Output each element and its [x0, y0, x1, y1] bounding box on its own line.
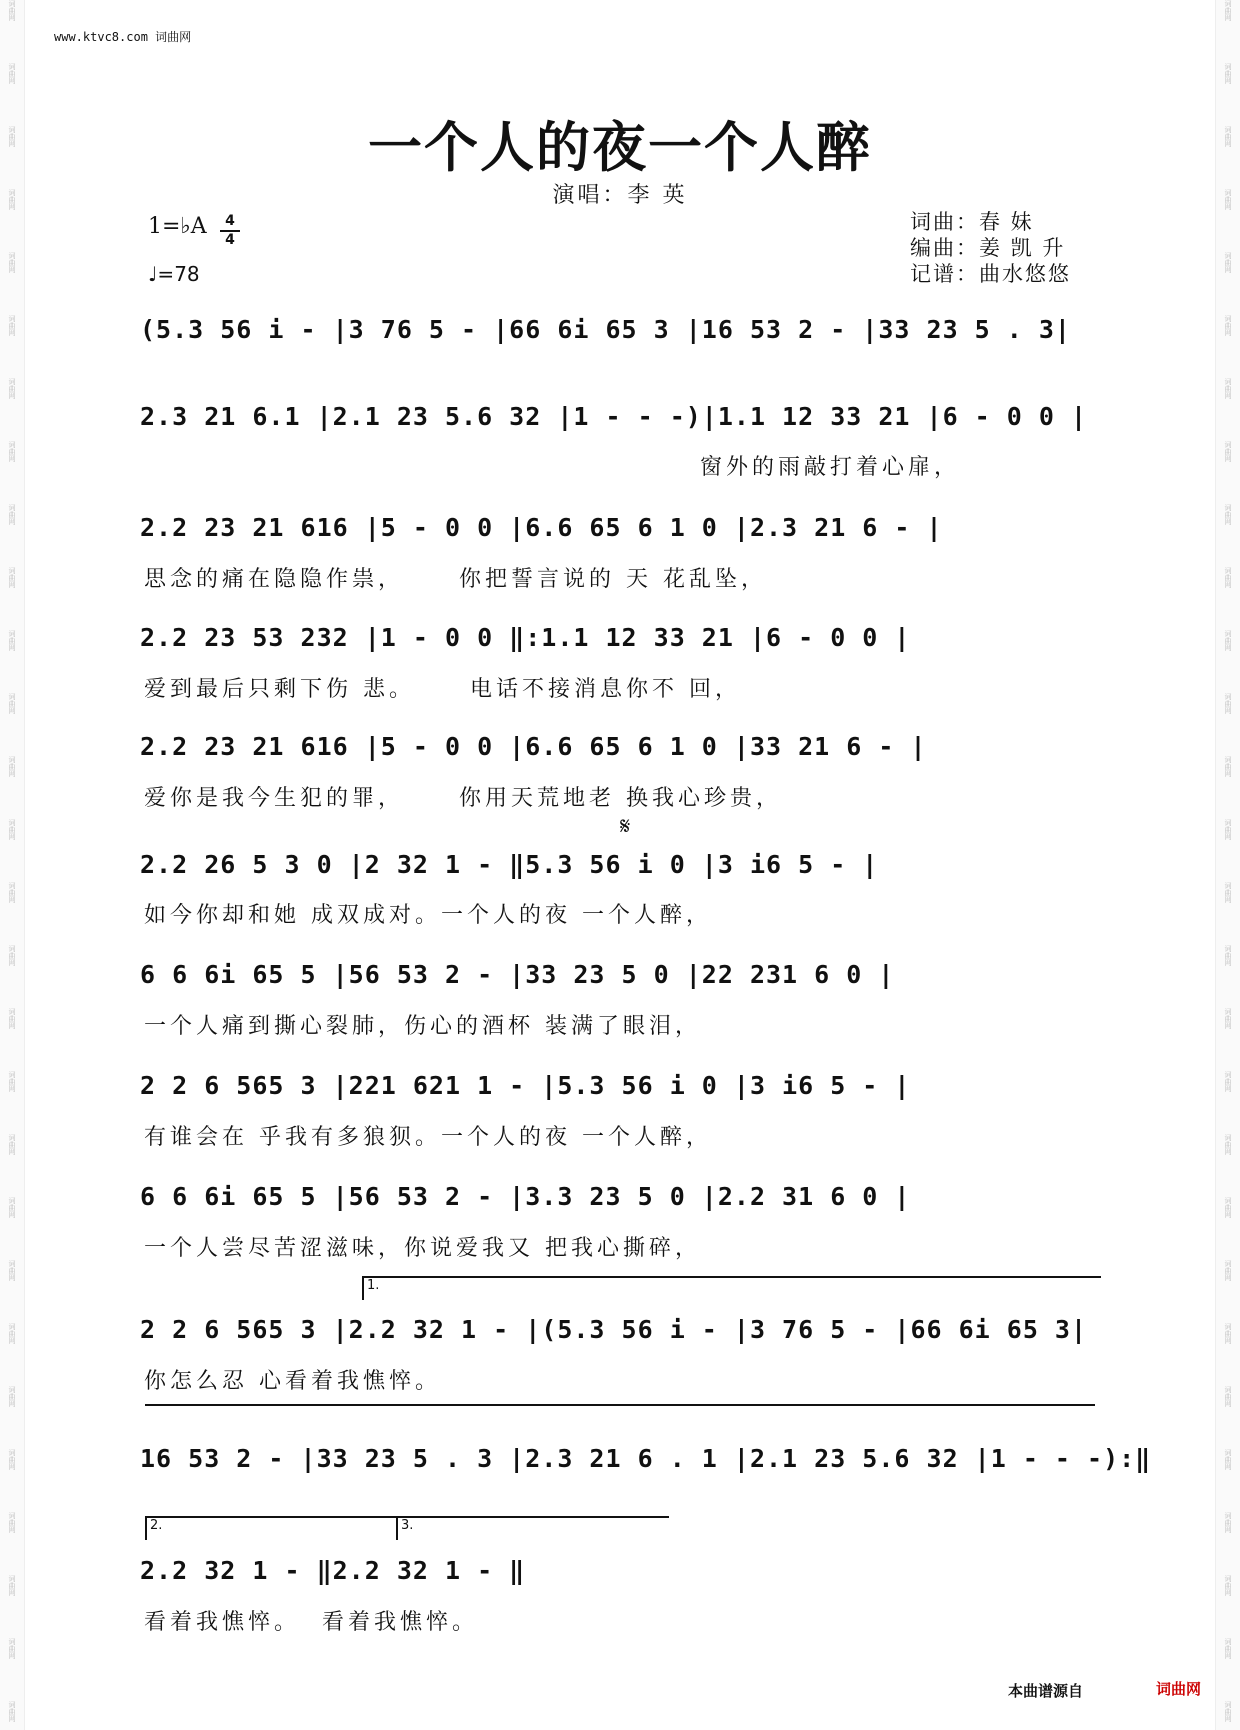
watermark-text: 词曲网: [1224, 1449, 1232, 1470]
watermark-text: 词曲网: [8, 252, 16, 273]
watermark-text: 词曲网: [1224, 189, 1232, 210]
lyric-line: 有谁会在 乎我有多狼狈。一个人的夜 一个人醉，: [144, 1125, 712, 1150]
watermark-text: 词曲网: [8, 63, 16, 84]
lyric-line: 如今你却和她 成双成对。一个人的夜 一个人醉，: [144, 903, 712, 928]
watermark-text: 词曲网: [8, 1512, 16, 1533]
watermark-text: 词曲网: [1224, 630, 1232, 651]
watermark-text: 词曲网: [1224, 1323, 1232, 1344]
key-signature: 1=♭A: [148, 214, 207, 239]
watermark-text: 词曲网: [1224, 0, 1232, 21]
credit-arranger: 编曲：姜 凯 升: [910, 236, 1066, 260]
lyric-line: 一个人尝尽苦涩滋味，你说爱我又 把我心撕碎，: [144, 1236, 701, 1261]
watermark-text: 词曲网: [1224, 315, 1232, 336]
watermark-text: 词曲网: [1224, 756, 1232, 777]
watermark-text: 词曲网: [1224, 1512, 1232, 1533]
tempo: ♩=78: [148, 262, 200, 286]
watermark-text: 词曲网: [8, 756, 16, 777]
time-sig-bottom: 4: [225, 232, 235, 248]
watermark-text: 词曲网: [1224, 63, 1232, 84]
volta-bracket-2: 2.: [145, 1516, 398, 1540]
notation-line: 6 6 6i 65 5 |56 53 2 - |3.3 23 5 0 |2.2 31 6 0 |: [140, 1182, 911, 1211]
notation-line: 6 6 6i 65 5 |56 53 2 - |33 23 5 0 |22 231 6 0 |: [140, 960, 895, 989]
footer-source-label: 本曲谱源自: [1008, 1682, 1084, 1700]
watermark-text: 词曲网: [8, 1197, 16, 1218]
watermark-text: 词曲网: [8, 1323, 16, 1344]
watermark-text: 词曲网: [8, 1575, 16, 1596]
watermark-text: 词曲网: [8, 126, 16, 147]
lyric-line: 爱到最后只剩下伤 悲。 电话不接消息你不 回，: [144, 677, 741, 702]
volta-bracket-3: 3.: [396, 1516, 669, 1540]
notation-line: 2.3 21 6.1 |2.1 23 5.6 32 |1 - - -)|1.1 12 33 21 |6 - 0 0 |: [140, 402, 1088, 431]
segno-sign: 𝄋: [620, 812, 631, 840]
watermark-text: 词曲网: [1224, 126, 1232, 147]
watermark-text: 词曲网: [1224, 1638, 1232, 1659]
watermark-text: 词曲网: [8, 1638, 16, 1659]
watermark-text: 词曲网: [1224, 1197, 1232, 1218]
site-header[interactable]: www.ktvc8.com 词曲网: [54, 30, 192, 44]
left-watermark-strip: [0, 0, 25, 1730]
watermark-text: 词曲网: [1224, 1071, 1232, 1092]
notation-line: 2.2 26 5 3 0 |2 32 1 - ‖5.3 56 i 0 |3 i6 5 - |: [140, 850, 879, 879]
watermark-text: 词曲网: [1224, 567, 1232, 588]
watermark-text: 词曲网: [1224, 504, 1232, 525]
notation-line: 16 53 2 - |33 23 5 . 3 |2.3 21 6 . 1 |2.1 23 5.6 32 |1 - - -):‖: [140, 1444, 1152, 1473]
watermark-text: 词曲网: [1224, 441, 1232, 462]
credits: [910, 209, 1071, 287]
notation-line: 2 2 6 565 3 |2.2 32 1 - |(5.3 56 i - |3 76 5 - |66 6i 65 3|: [140, 1315, 1088, 1344]
singer: 演唱：李 英: [552, 183, 688, 208]
watermark-text: 词曲网: [8, 567, 16, 588]
notation-line: 2.2 23 53 232 |1 - 0 0 ‖:1.1 12 33 21 |6 - 0 0 |: [140, 623, 911, 652]
right-watermark-strip: [1215, 0, 1240, 1730]
song-title: 一个人的夜一个人醉: [368, 115, 872, 179]
credit-lyrics-music: 词曲：春 妹: [910, 210, 1034, 234]
lyric-line: 窗外的雨敲打着心扉，: [700, 455, 961, 480]
watermark-text: 词曲网: [8, 693, 16, 714]
notation-line: (5.3 56 i - |3 76 5 - |66 6i 65 3 |16 53 2 - |33 23 5 . 3|: [140, 315, 1071, 344]
watermark-text: 词曲网: [8, 504, 16, 525]
watermark-text: 词曲网: [1224, 252, 1232, 273]
watermark-text: 词曲网: [8, 1701, 16, 1722]
watermark-text: 词曲网: [8, 1386, 16, 1407]
lyric-line: 看着我憔悴。 看着我憔悴。: [144, 1610, 478, 1635]
watermark-text: 词曲网: [8, 819, 16, 840]
watermark-text: 词曲网: [1224, 1701, 1232, 1722]
credit-transcriber: 记谱：曲水悠悠: [910, 262, 1071, 286]
watermark-text: 词曲网: [1224, 1008, 1232, 1029]
notation-line: 2.2 23 21 616 |5 - 0 0 |6.6 65 6 1 0 |2.3 21 6 - |: [140, 513, 943, 542]
volta-bracket-1: 1.: [362, 1276, 1101, 1300]
watermark-text: 词曲网: [8, 1449, 16, 1470]
lyric-line: 爱你是我今生犯的罪， 你用天荒地老 换我心珍贵，: [144, 786, 782, 811]
lyric-line: 一个人痛到撕心裂肺，伤心的酒杯 装满了眼泪，: [144, 1014, 701, 1039]
lyric-line: 你怎么忍 心看着我憔悴。: [144, 1369, 441, 1394]
notation-line: 2.2 32 1 - ‖2.2 32 1 - ‖: [140, 1556, 526, 1585]
watermark-text: 词曲网: [1224, 1134, 1232, 1155]
watermark-text: 词曲网: [1224, 1575, 1232, 1596]
time-sig-top: 4: [225, 213, 235, 229]
volta-continuation: [145, 1404, 1095, 1406]
watermark-text: 词曲网: [1224, 693, 1232, 714]
watermark-text: 词曲网: [8, 1071, 16, 1092]
notation-line: 2.2 23 21 616 |5 - 0 0 |6.6 65 6 1 0 |33 21 6 - |: [140, 732, 927, 761]
watermark-text: 词曲网: [8, 1008, 16, 1029]
watermark-text: 词曲网: [8, 882, 16, 903]
watermark-text: 词曲网: [8, 945, 16, 966]
watermark-text: 词曲网: [8, 0, 16, 21]
watermark-text: 词曲网: [1224, 945, 1232, 966]
watermark-text: 词曲网: [8, 630, 16, 651]
watermark-text: 词曲网: [8, 1134, 16, 1155]
watermark-text: 词曲网: [1224, 819, 1232, 840]
watermark-text: 词曲网: [1224, 1386, 1232, 1407]
watermark-text: 词曲网: [8, 1260, 16, 1281]
watermark-text: 词曲网: [8, 189, 16, 210]
footer-site-link[interactable]: 词曲网: [1156, 1680, 1202, 1698]
watermark-text: 词曲网: [8, 378, 16, 399]
notation-line: 2 2 6 565 3 |221 621 1 - |5.3 56 i 0 |3 i6 5 - |: [140, 1071, 911, 1100]
watermark-text: 词曲网: [1224, 1260, 1232, 1281]
watermark-text: 词曲网: [1224, 882, 1232, 903]
time-signature: [220, 214, 240, 248]
lyric-line: 思念的痛在隐隐作祟， 你把誓言说的 天 花乱坠，: [144, 567, 767, 592]
watermark-text: 词曲网: [8, 315, 16, 336]
watermark-text: 词曲网: [8, 441, 16, 462]
watermark-text: 词曲网: [1224, 378, 1232, 399]
